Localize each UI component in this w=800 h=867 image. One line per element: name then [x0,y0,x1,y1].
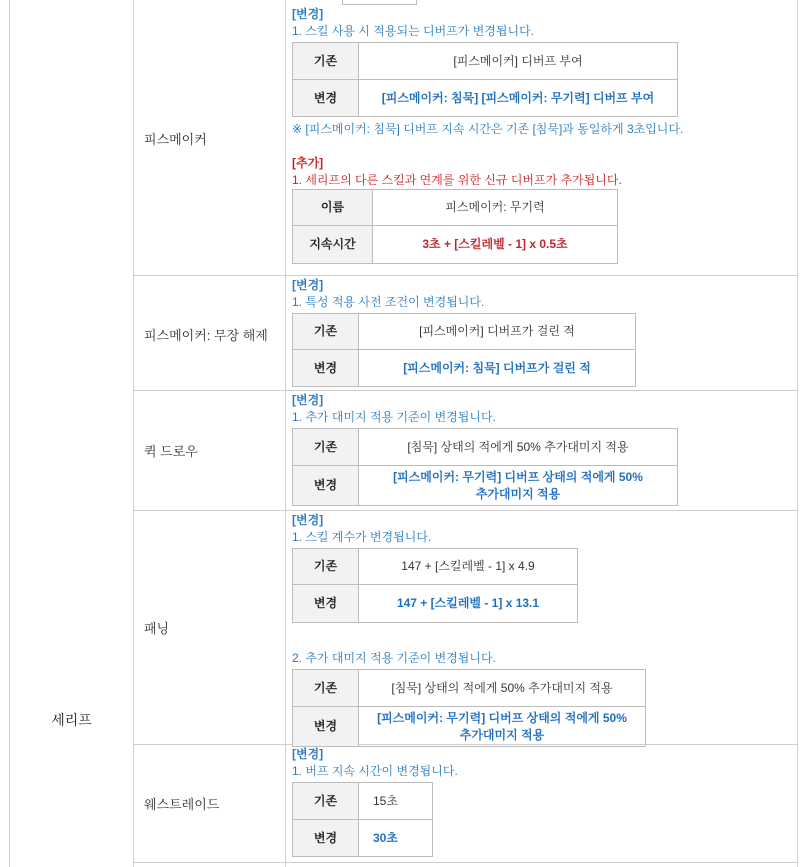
after-label: 변경 [293,820,359,857]
change-description: 1. 버프 지속 시간이 변경됩니다. [292,764,458,778]
before-value: 15초 [359,783,433,820]
table-row [293,466,678,506]
change-description: 1. 추가 대미지 적용 기준이 변경됩니다. [292,410,496,424]
skill-detail [292,746,458,857]
table-row [293,585,578,623]
comparison-table [292,782,433,857]
change-tag: [변경] [292,747,324,761]
before-label: 기존 [293,314,359,350]
after-value-line: [피스메이커: 무기력] 디버프 상태의 적에게 50% [393,469,643,484]
after-value: 147 + [스킬레벨 - 1] x 13.1 [359,585,578,623]
table-row [293,820,433,857]
previous-table-fragment [342,0,417,5]
note-text: ※ [피스메이커: 침묵] 디버프 지속 시간은 기존 [침묵]과 동일하게 3초입니다. [292,122,684,136]
table-row [293,783,433,820]
add-tag: [추가] [292,156,324,170]
skill-detail [292,6,683,264]
change-description: 1. 스킬 계수가 변경됩니다. [292,530,432,544]
grid-line [797,0,798,867]
after-value [359,707,646,747]
table-row [293,549,578,585]
after-label: 변경 [293,466,359,506]
skill-detail [292,392,678,506]
table-row [293,429,678,466]
change-tag: [변경] [292,278,324,292]
change-description: 1. 스킬 사용 시 적용되는 디버프가 변경됩니다. [292,24,535,38]
before-label: 기존 [293,549,359,585]
before-value: [침묵] 상태의 적에게 50% 추가대미지 적용 [359,429,678,466]
before-label: 기존 [293,670,359,707]
before-label: 기존 [293,43,359,80]
table-row [293,43,678,80]
after-label: 변경 [293,585,359,623]
row-divider [133,510,798,511]
table-row [293,226,618,264]
before-value: 147 + [스킬레벨 - 1] x 4.9 [359,549,578,585]
skill-name: 피스메이커: 무장 해제 [144,327,268,343]
row-divider [133,275,798,276]
skill-name: 패닝 [144,620,170,636]
comparison-table [292,42,678,117]
after-label: 변경 [293,350,359,387]
change-tag: [변경] [292,7,324,21]
after-value [359,466,678,506]
row-divider [133,862,798,863]
skill-name: 퀵 드로우 [144,443,198,459]
change-tag: [변경] [292,393,324,407]
change-description: 1. 특성 적용 사전 조건이 변경됩니다. [292,295,485,309]
after-value-line: 추가대미지 적용 [459,727,545,742]
skill-detail [292,512,646,747]
change-tag: [변경] [292,513,324,527]
after-value-line: 추가대미지 적용 [475,486,561,501]
after-label: 변경 [293,707,359,747]
table-row [293,80,678,117]
skill-name: 웨스트레이드 [144,796,220,812]
before-value: [침묵] 상태의 적에게 50% 추가대미지 적용 [359,670,646,707]
after-value: [피스메이커: 침묵] 디버프가 걸린 적 [359,350,636,387]
change-description: 2. 추가 대미지 적용 기준이 변경됩니다. [292,651,496,665]
row-divider [133,390,798,391]
grid-line [285,0,286,867]
table-row [293,707,646,747]
after-value: 30초 [359,820,433,857]
before-value: [피스메이커] 디버프가 걸린 적 [359,314,636,350]
skill-name: 피스메이커 [144,131,207,147]
skill-detail [292,277,636,387]
add-description: 1. 세리프의 다른 스킬과 연계를 위한 신규 디버프가 추가됩니다. [292,173,622,187]
before-label: 기존 [293,783,359,820]
comparison-table [292,428,678,506]
table-row [293,190,618,226]
duration-label: 지속시간 [293,226,373,264]
comparison-table [292,313,636,387]
table-row [293,350,636,387]
after-label: 변경 [293,80,359,117]
duration-value: 3초 + [스킬레벨 - 1] x 0.5초 [373,226,618,264]
before-value: [피스메이커] 디버프 부여 [359,43,678,80]
table-row [293,670,646,707]
name-label: 이름 [293,190,373,226]
table-row [293,314,636,350]
comparison-table [292,548,578,623]
after-value: [피스메이커: 침묵] [피스메이커: 무기력] 디버프 부여 [359,80,678,117]
before-label: 기존 [293,429,359,466]
comparison-table [292,669,646,747]
new-debuff-table [292,189,618,264]
after-value-line: [피스메이커: 무기력] 디버프 상태의 적에게 50% [377,710,627,725]
character-name: 세리프 [51,712,92,728]
name-value: 피스메이커: 무기력 [373,190,618,226]
